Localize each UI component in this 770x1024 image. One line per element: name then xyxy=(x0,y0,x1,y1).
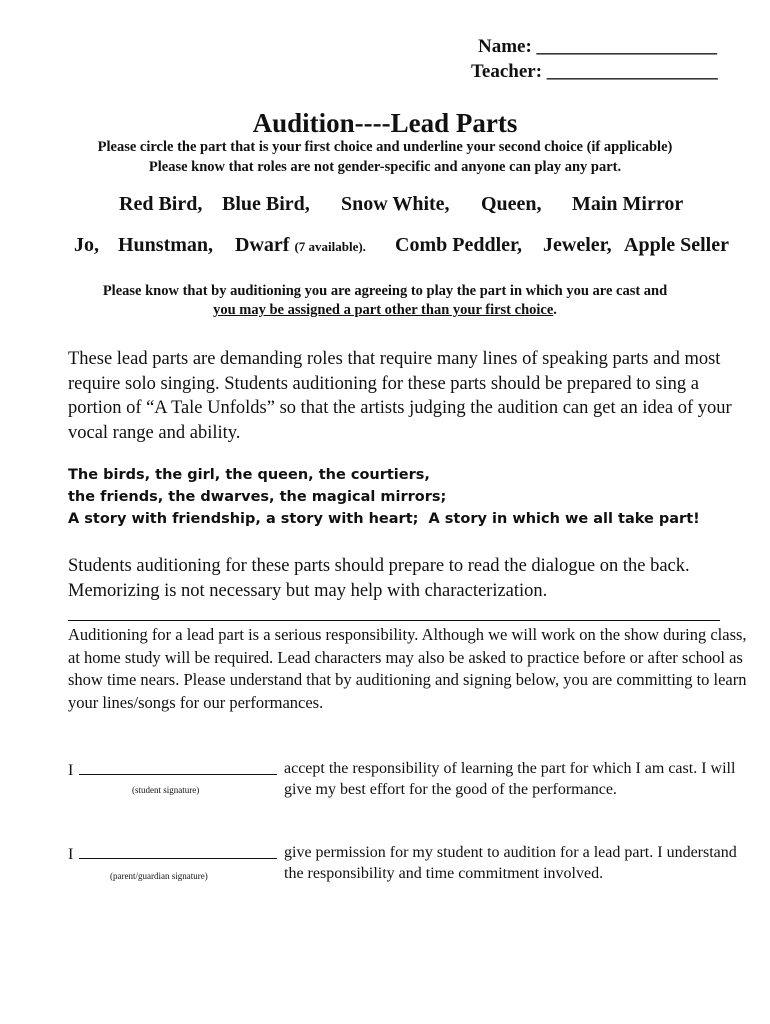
paragraph-lead-parts: These lead parts are demanding roles that require many lines of speaking parts and most require solo singing. Students auditioning for these parts should be prepared to sing a portion of “A Tale Unfolds” so that the artists judging the audition can get an idea of your vocal range and ability. xyxy=(68,349,732,443)
page-title: Audition----Lead Parts xyxy=(252,108,518,138)
role-dwarf-label: Dwarf xyxy=(235,234,290,256)
paragraph-responsibility: Auditioning for a lead part is a serious responsibility. Although we will work on the show during class, at home study will be required. Lead characters may also be asked to practice before or after school as show time nears. Please understand that by auditioning and signing below, you are committing to learn your lines/songs for our performances. xyxy=(68,625,747,712)
role-hunstman: Hunstman, xyxy=(118,234,214,256)
role-main-mirror: Main Mirror xyxy=(572,193,684,215)
paragraph-dialogue: Students auditioning for these parts should prepare to read the dialogue on the back. Memorizing is not necessary but may help with characterization. xyxy=(68,556,690,601)
parent-signature-prefix: I xyxy=(68,846,74,863)
role-comb-peddler: Comb Peddler, xyxy=(395,234,523,256)
role-dwarf xyxy=(235,234,366,257)
student-signature-caption: (student signature) xyxy=(132,785,200,795)
instruction-line-1: Please circle the part that is your first choice and underline your second choice (if applicable) xyxy=(97,139,673,155)
role-red-bird: Red Bird, xyxy=(119,193,203,215)
notice-line-1: Please know that by auditioning you are agreeing to play the part in which you are cast and xyxy=(102,283,668,299)
notice-underlined: you may be assigned a part other than your first choice xyxy=(213,302,554,318)
poem-line-2: the friends, the dwarves, the magical mirrors; xyxy=(68,489,447,505)
parent-signature-text: give permission for my student to audition for a lead part. I understand the responsibility and time commitment involved. xyxy=(284,844,737,882)
student-signature-field[interactable] xyxy=(68,760,277,780)
parent-signature-field[interactable] xyxy=(68,844,277,864)
role-apple-seller: Apple Seller xyxy=(624,234,729,256)
parent-signature-caption: (parent/guardian signature) xyxy=(110,871,208,881)
student-signature-text: accept the responsibility of learning the part for which I am cast. I will give my best effort for the good of the performance. xyxy=(284,760,736,798)
instruction-line-2: Please know that roles are not gender-specific and anyone can play any part. xyxy=(148,159,622,175)
name-field[interactable]: Name: ___________________ xyxy=(478,36,718,57)
parent-signature-line[interactable] xyxy=(79,844,277,859)
student-signature-line[interactable] xyxy=(79,760,277,775)
role-blue-bird: Blue Bird, xyxy=(222,193,310,215)
poem-line-1: The birds, the girl, the queen, the courtiers, xyxy=(68,467,430,483)
role-snow-white: Snow White, xyxy=(341,193,450,215)
role-jeweler: Jeweler, xyxy=(543,234,612,256)
role-queen: Queen, xyxy=(481,193,542,215)
role-dwarf-note: (7 available). xyxy=(294,239,366,254)
role-jo: Jo, xyxy=(74,234,99,256)
student-signature-prefix: I xyxy=(68,762,74,779)
poem-line-3: A story with friendship, a story with heart; A story in which we all take part! xyxy=(68,511,700,527)
divider xyxy=(68,620,720,621)
notice-period: . xyxy=(553,302,557,318)
notice-line-2 xyxy=(0,302,770,319)
teacher-field[interactable]: Teacher: __________________ xyxy=(471,61,718,82)
